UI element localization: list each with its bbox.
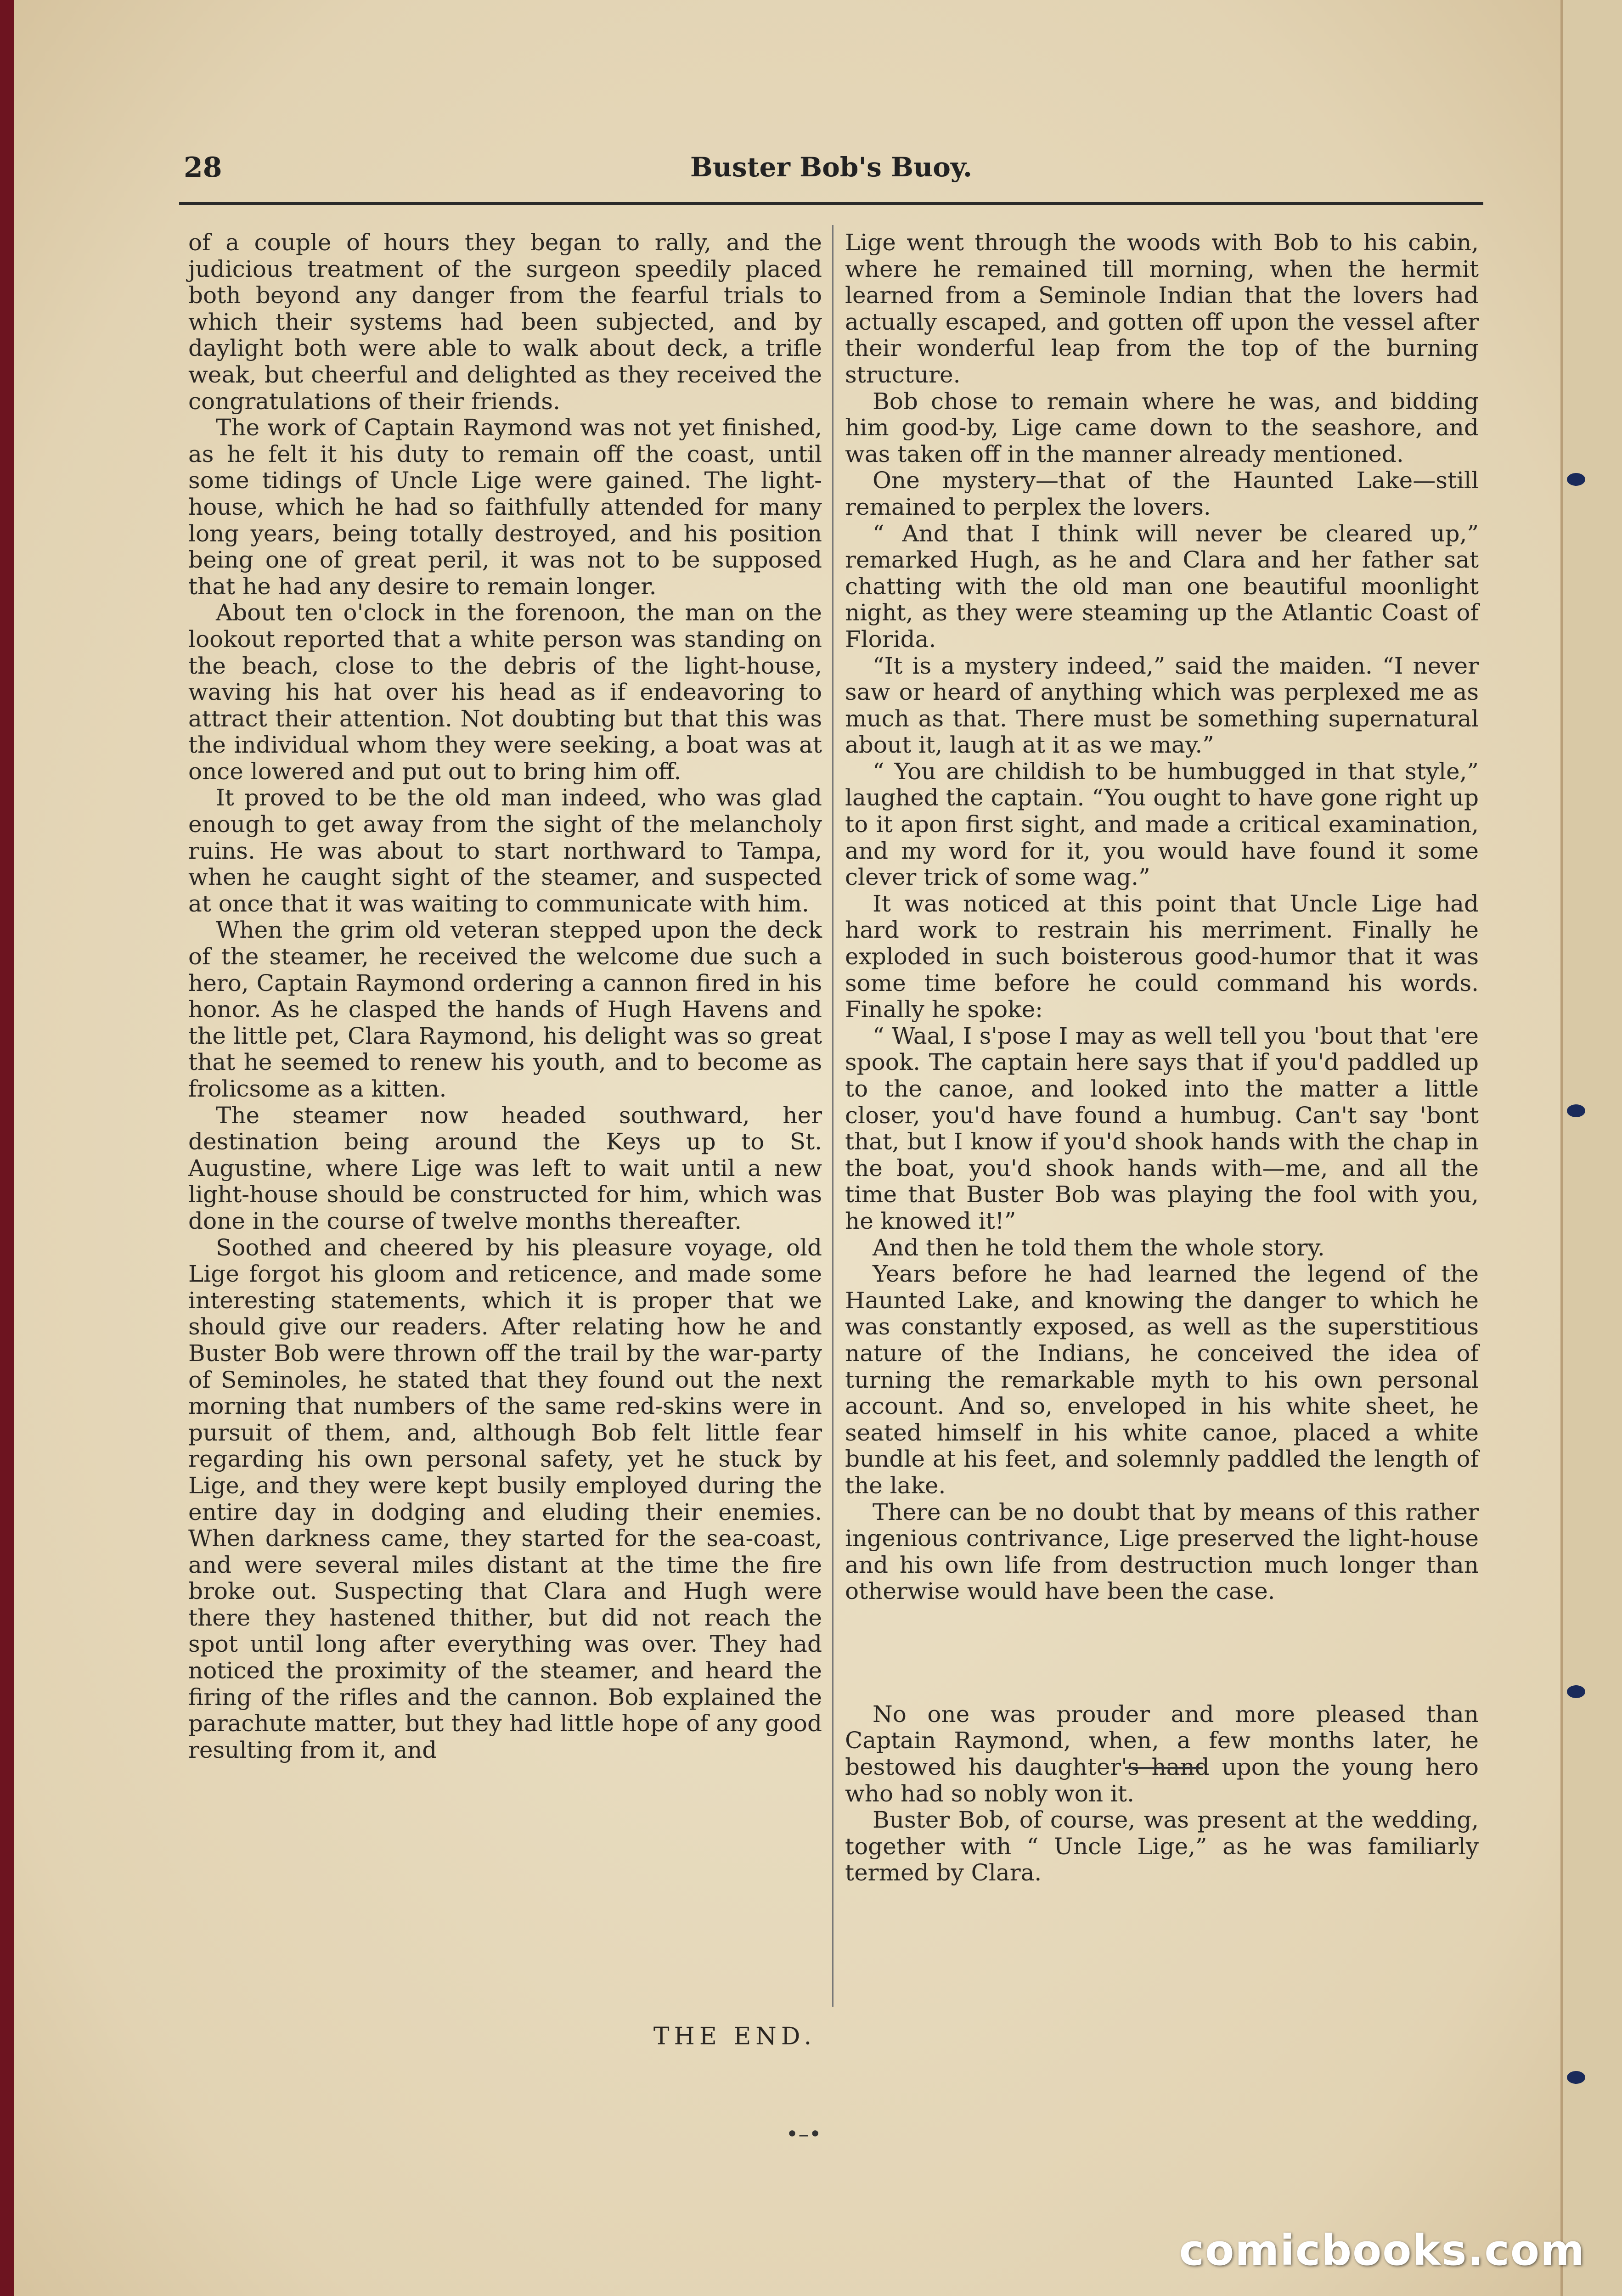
page-number: 28 (184, 152, 222, 184)
section-break-rule (1125, 1767, 1203, 1769)
paragraph: About ten o'clock in the forenoon, the man on the lookout reported that a white person was standing on the beach, close to the debris of the light-house, waving his hat over his head as if endeavoring to attract their attention. Not doubting but that this was the individual whom they were seeking, a boat was at once lowered and put out to bring him off. (188, 599, 822, 785)
paragraph: It was noticed at this point that Uncle Lige had hard work to restrain his merriment. Finally he exploded in such boisterous good-humor that it was some time before he could command his words. Finally he spoke: (845, 890, 1479, 1023)
the-end-label: THE END. (653, 2023, 817, 2050)
binding-staple (1567, 1104, 1585, 1117)
paragraph: Years before he had learned the legend of the Haunted Lake, and knowing the danger to which he was constantly exposed, as well as the superstitious nature of the Indians, he conceived the idea of turning the remarkable myth to his own personal account. And so, enveloped in his white sheet, he seated himself in his white canoe, placed a white bundle at his feet, and solemnly paddled the length of the lake. (845, 1261, 1479, 1499)
paragraph: There can be no doubt that by means of this rather ingenious contrivance, Lige preserved the light-house and his own life from destruction much longer than otherwise would have been the case. (845, 1498, 1479, 1605)
paragraph: The steamer now headed southward, her destination being around the Keys up to St. Augustine, where Lige was left to wait until a new light-house should be constructed for him, which was done in the course of twelve months thereafter. (188, 1102, 822, 1234)
paragraph: And then he told them the whole story. (873, 1234, 1325, 1261)
paragraph: of a couple of hours they began to rally, and the judicious treatment of the surgeon speedily placed both beyond any danger from the fearful trials to which their systems had been subjected, and by daylight both were able to walk about deck, a trifle weak, but cheerful and delighted as they received the congratulations of their friends. (188, 229, 822, 415)
paragraph: “ And that I think will never be cleared up,” remarked Hugh, as he and Clara and her father sat chatting with the old man one beautiful moonlight night, as they were steaming up the Atlantic Coast of Florida. (845, 520, 1479, 653)
column-divider (832, 225, 834, 2007)
page-header (184, 152, 1479, 188)
running-title: Buster Bob's Buoy. (690, 152, 973, 183)
header-rule (179, 202, 1483, 205)
right-text-column (845, 230, 1479, 1886)
next-page-edge (1560, 0, 1622, 2296)
paragraph: Bob chose to remain where he was, and bidding him good-by, Lige came down to the seashore, and was taken off in the manner already mentioned. (845, 388, 1479, 467)
paragraph: When the grim old veteran stepped upon the deck of the steamer, he received the welcome due such a hero, Captain Raymond ordering a cannon fired in his honor. As he clasped the hands of Hugh Havens and the little pet, Clara Raymond, his delight was so great that he seemed to renew his youth, and to become as frolicsome as a kitten. (188, 917, 822, 1102)
paragraph: One mystery—that of the Haunted Lake—still remained to perplex the lovers. (845, 467, 1479, 520)
paragraph: Soothed and cheered by his pleasure voyage, old Lige forgot his gloom and reticence, and made some interesting statements, which it is proper that we should give our readers. After relating how he and Buster Bob were thrown off the trail by the war-party of Seminoles, he stated that they found out the next morning that numbers of the same red-skins were in pursuit of them, and, although Bob felt little fear regarding his own personal safety, yet he stuck by Lige, and they were kept busily employed during the entire day in dodging and eluding their enemies. When darkness came, they started for the sea-coast, and were several miles distant at the time the fire broke out. Suspecting that Clara and Hugh were there they hastened thither, but did not reach the spot until long after everything was over. They had noticed the proximity of the steamer, and heard the firing of the rifles and the cannon. Bob explained the parachute matter, but they had little hope of any good resulting from it, and (188, 1234, 822, 1763)
paragraph: Lige went through the woods with Bob to his cabin, where he remained till morning, when the hermit learned from a Seminole Indian that the lovers had actually escaped, and gotten off upon the vessel after their wonderful leap from the top of the burning structure. (845, 229, 1479, 388)
paragraph: No one was prouder and more pleased than Captain Raymond, when, a few months later, he bestowed his daughter's hand upon the young hero who had so nobly won it. (845, 1700, 1479, 1807)
binding-staple (1567, 2071, 1585, 2084)
paragraph: “It is a mystery indeed,” said the maiden. “I never saw or heard of anything which was perplexed me as much as that. There must be something supernatural about it, laugh at it as we may.” (845, 652, 1479, 759)
binding-staple (1567, 473, 1585, 486)
watermark: comicbooks.com (1179, 2226, 1585, 2275)
left-text-column (188, 230, 822, 1763)
ornament-mark: •–• (786, 2122, 822, 2146)
cover-spine (0, 0, 14, 2296)
paragraph: The work of Captain Raymond was not yet finished, as he felt it his duty to remain off the coast, until some tidings of Uncle Lige were gained. The light-house, which he had so faithfully attended for many long years, being totally destroyed, and his position being one of great peril, it was not to be supposed that he had any desire to remain longer. (188, 414, 822, 600)
paragraph: “ Waal, I s'pose I may as well tell you 'bout that 'ere spook. The captain here says that if you'd paddled up to the canoe, and looked into the matter a little closer, you'd have found a humbug. Can't say 'bont that, but I know if you'd shook hands with the chap in the boat, you'd shook hands with—me, and all the time that Buster Bob was playing the fool with you, he knowed it!” (845, 1022, 1479, 1234)
paragraph: It proved to be the old man indeed, who was glad enough to get away from the sight of the melancholy ruins. He was about to start northward to Tampa, when he caught sight of the steamer, and suspected at once that it was waiting to communicate with him. (188, 784, 822, 917)
paragraph: “ You are childish to be humbugged in that style,” laughed the captain. “You ought to have gone right up to it apon first sight, and made a critical examination, and my word for it, you would have found it some clever trick of some wag.” (845, 758, 1479, 891)
binding-staple (1567, 1685, 1585, 1698)
paragraph: Buster Bob, of course, was present at the wedding, together with “ Uncle Lige,” as he was familiarly termed by Clara. (845, 1806, 1479, 1886)
